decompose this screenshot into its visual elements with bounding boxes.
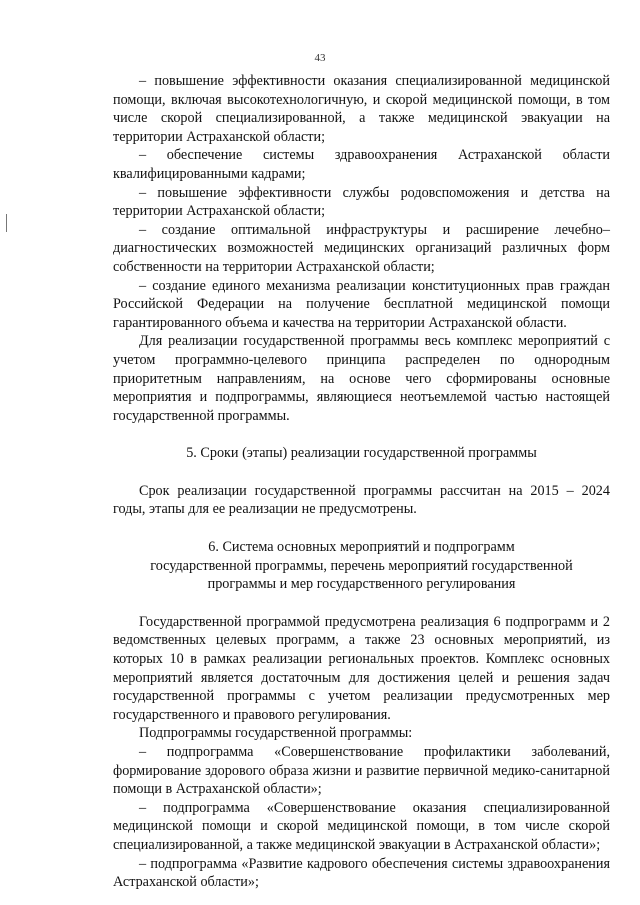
section-5-text: Срок реализации государственной программы рассчитан на 2015 – 2024 годы, этапы для ее реализации не предусмотрены. — [113, 482, 610, 518]
section-6-heading-line-3: программы и мер государственного регулирования — [207, 576, 516, 593]
page-number: 43 — [314, 52, 326, 64]
page-content — [113, 72, 610, 892]
subprogram-list-item: – подпрограмма «Совершенствование профилактики заболеваний, формирование здорового образа жизни и развитие первичной медико-санитарной помощи в Астраханской области»; — [113, 744, 610, 798]
margin-mark — [6, 214, 7, 232]
section-5-heading: 5. Сроки (этапы) реализации государственной программы — [186, 445, 537, 462]
body-paragraph: Государственной программой предусмотрена реализация 6 подпрограмм и 2 ведомственных целевых программ, а также 23 основных мероприятий, из которых 10 в рамках реализации региональных проектов. Комплекс основных мероприятий является достаточным для достижения целей и решения задач государственной программы с учетом реализации предусмотренных мер государственного и правового регулирования. — [113, 613, 610, 723]
subprogram-list-item: – подпрограмма «Совершенствование оказания специализированной медицинской помощи и скорой медицинской помощи, в том числе скорой специализированной, а также медицинской эвакуации в Астраханской области»; — [113, 799, 610, 853]
goal-list-item: – повышение эффективности оказания специализированной медицинской помощи, включая высокотехнологичную, и скорой медицинской помощи, в том числе скорой специализированной, а также медицинской эвакуации на территории Астраханской области; — [113, 73, 610, 145]
section-6-heading-line-2: государственной программы, перечень мероприятий государственной — [150, 557, 573, 574]
goal-list-item: – обеспечение системы здравоохранения Астраханской области квалифицированными кадрами; — [113, 147, 610, 182]
body-paragraph: Для реализации государственной программы весь комплекс мероприятий с учетом программно-целевого принципа распределен по однородным приоритетным направлениям, на основе чего сформированы основные мероприятия и подпрограммы, являющиеся неотъемлемой частью настоящей государственной программы. — [113, 333, 610, 424]
goal-list-item: – создание оптимальной инфраструктуры и расширение лечебно– диагностических возможностей медицинских организаций различных форм собственности на территории Астраханской области; — [113, 221, 610, 275]
goal-list-item: – создание единого механизма реализации конституционных прав граждан Российской Федерации на получение бесплатной медицинской помощи гарантированного объема и качества на территории Астраханской области. — [113, 277, 610, 331]
subprograms-intro: Подпрограммы государственной программы: — [139, 725, 413, 742]
subprogram-list-item: – подпрограмма «Развитие кадрового обеспечения системы здравоохранения Астраханской области»; — [113, 855, 610, 891]
section-6-heading-line-1: 6. Система основных мероприятий и подпрограмм — [208, 539, 515, 556]
goal-list-item: – повышение эффективности службы родовспоможения и детства на территории Астраханской области; — [113, 184, 610, 220]
